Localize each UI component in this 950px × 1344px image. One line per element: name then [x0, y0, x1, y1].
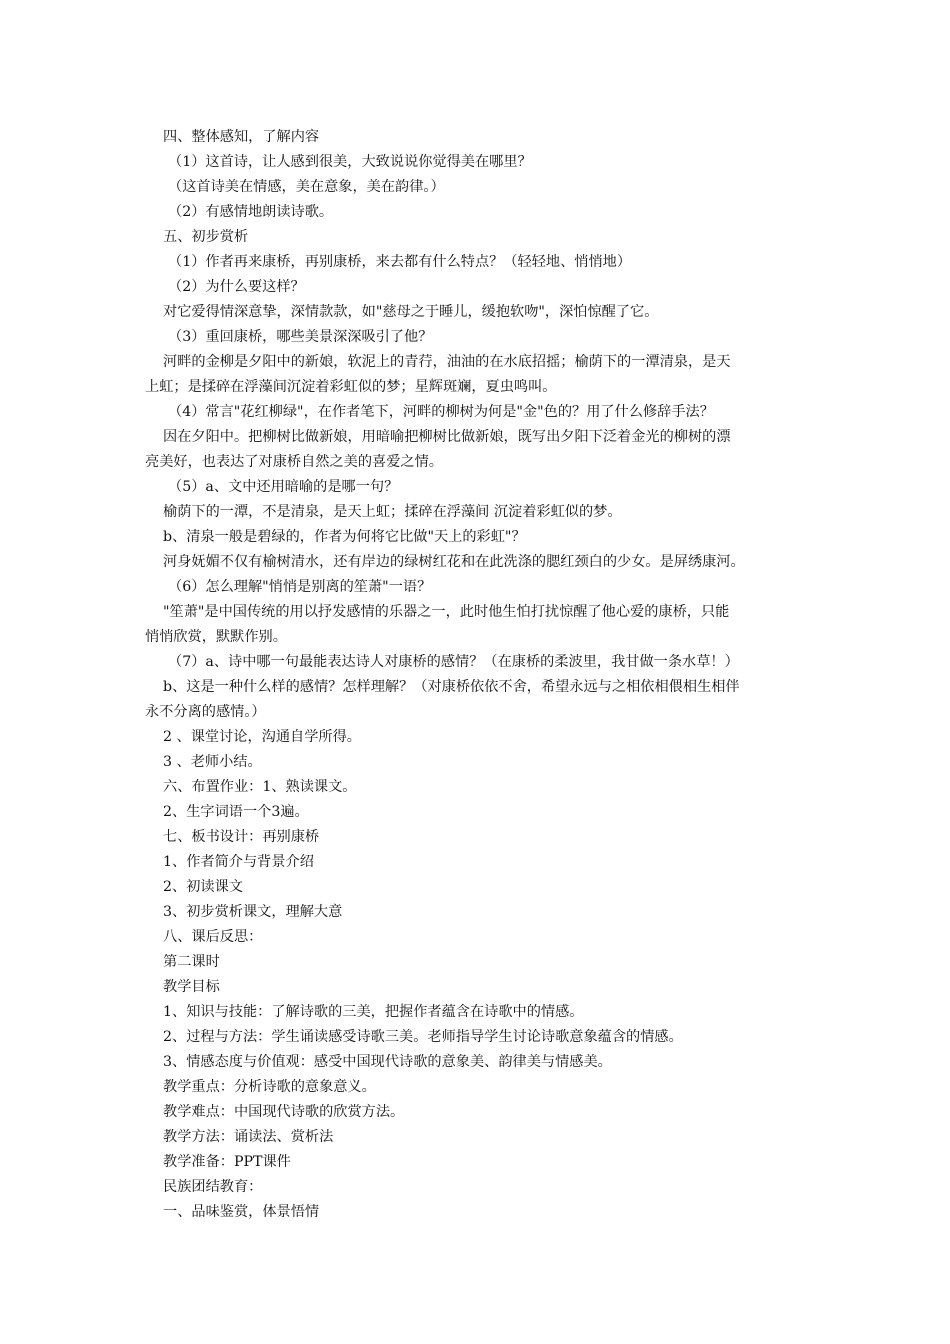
text-line: 永不分离的感情。） [145, 704, 266, 720]
text-line: （2）为什么要这样？ [168, 279, 305, 295]
text-line: 上虹；是揉碎在浮藻间沉淀着彩虹似的梦；星辉斑斓，夏虫鸣叫。 [145, 379, 557, 395]
text-line: （7）a、诗中哪一句最能表达诗人对康桥的感情？（在康桥的柔波里，我甘做一条水草！） [168, 654, 739, 670]
text-line: 悄悄欣赏，默默作别。 [145, 629, 287, 645]
text-line: （2）有感情地朗读诗歌。 [168, 204, 334, 220]
text-line: 3、情感态度与价值观：感受中国现代诗歌的意象美、韵律美与情感美。 [163, 1054, 612, 1070]
text-line: 教学难点：中国现代诗歌的欣赏方法。 [163, 1104, 405, 1120]
text-line: 因在夕阳中。把柳树比做新娘，用暗喻把柳树比做新娘，既写出夕阳下泛着金光的柳树的漂 [163, 429, 731, 445]
text-line: （4）常言"花红柳绿"，在作者笔下，河畔的柳树为何是"金"色的？用了什么修辞手法？ [168, 404, 714, 420]
text-line: b、清泉一般是碧绿的，作者为何将它比做"天上的彩虹"？ [163, 529, 526, 545]
text-line: 3 、老师小结。 [163, 754, 262, 770]
text-line: 亮美好，也表达了对康桥自然之美的喜爱之情。 [145, 454, 443, 470]
text-line: 2、过程与方法：学生诵读感受诗歌三美。老师指导学生讨论诗歌意象蕴含的情感。 [163, 1029, 683, 1045]
text-line: 1、作者简介与背景介绍 [163, 854, 314, 870]
section-heading: 七、板书设计：再别康桥 [163, 829, 320, 845]
text-line: （3）重回康桥，哪些美景深深吸引了他？ [168, 329, 433, 345]
section-heading: 八、课后反思： [163, 929, 263, 945]
text-line: 2 、课堂讨论，沟通自学所得。 [163, 729, 361, 745]
text-line: 对它爱得情深意挚，深情款款，如"慈母之于睡儿，缓抱软吻"，深怕惊醒了它。 [163, 304, 659, 320]
text-line: 榆荫下的一潭，不是清泉，是天上虹；揉碎在浮藻间 沉淀着彩虹似的梦。 [163, 504, 622, 520]
text-line: 教学重点：分析诗歌的意象意义。 [163, 1079, 376, 1095]
text-line: （5）a、文中还用暗喻的是哪一句？ [168, 479, 399, 495]
text-line: 河畔的金柳是夕阳中的新娘，软泥上的青荇，油油的在水底招摇；榆荫下的一潭清泉，是天 [163, 354, 731, 370]
section-heading: 教学目标 [163, 979, 220, 995]
section-heading: 第二课时 [163, 954, 220, 970]
text-line: 河身妩媚不仅有榆树清水，还有岸边的绿树红花和在此洗涤的腮红颈白的少女。是屏绣康河。 [163, 554, 745, 570]
section-heading: 四、整体感知，了解内容 [163, 129, 320, 145]
text-line: 2、生字词语一个3遍。 [163, 804, 309, 820]
text-line: （1）这首诗，让人感到很美，大致说说你觉得美在哪里？ [168, 154, 532, 170]
section-heading: 五、初步赏析 [163, 229, 249, 245]
text-line: 3、初步赏析课文，理解大意 [163, 904, 343, 920]
text-line: b、这是一种什么样的感情？怎样理解？（对康桥依依不舍，希望永远与之相依相偎相生相伴 [163, 679, 740, 695]
text-line: （这首诗美在情感，美在意象，美在韵律。） [168, 179, 445, 195]
text-line: 2、初读课文 [163, 879, 243, 895]
text-line: 1、知识与技能：了解诗歌的三美，把握作者蕴含在诗歌中的情感。 [163, 1004, 584, 1020]
text-line: 教学方法：诵读法、赏析法 [163, 1129, 334, 1145]
text-line: （6）怎么理解"悄悄是别离的笙萧"一语？ [168, 579, 432, 595]
section-heading: 一、品味鉴赏，体景悟情 [163, 1204, 320, 1220]
text-line: "笙萧"是中国传统的用以抒发感情的乐器之一，此时他生怕打扰惊醒了他心爱的康桥，只能 [163, 604, 730, 620]
text-line: 民族团结教育： [163, 1179, 263, 1195]
section-heading: 六、布置作业：1、熟读课文。 [163, 779, 357, 795]
text-line: 教学准备：PPT课件 [163, 1154, 291, 1170]
text-line: （1）作者再来康桥，再别康桥，来去都有什么特点？（轻轻地、悄悄地） [168, 254, 632, 270]
